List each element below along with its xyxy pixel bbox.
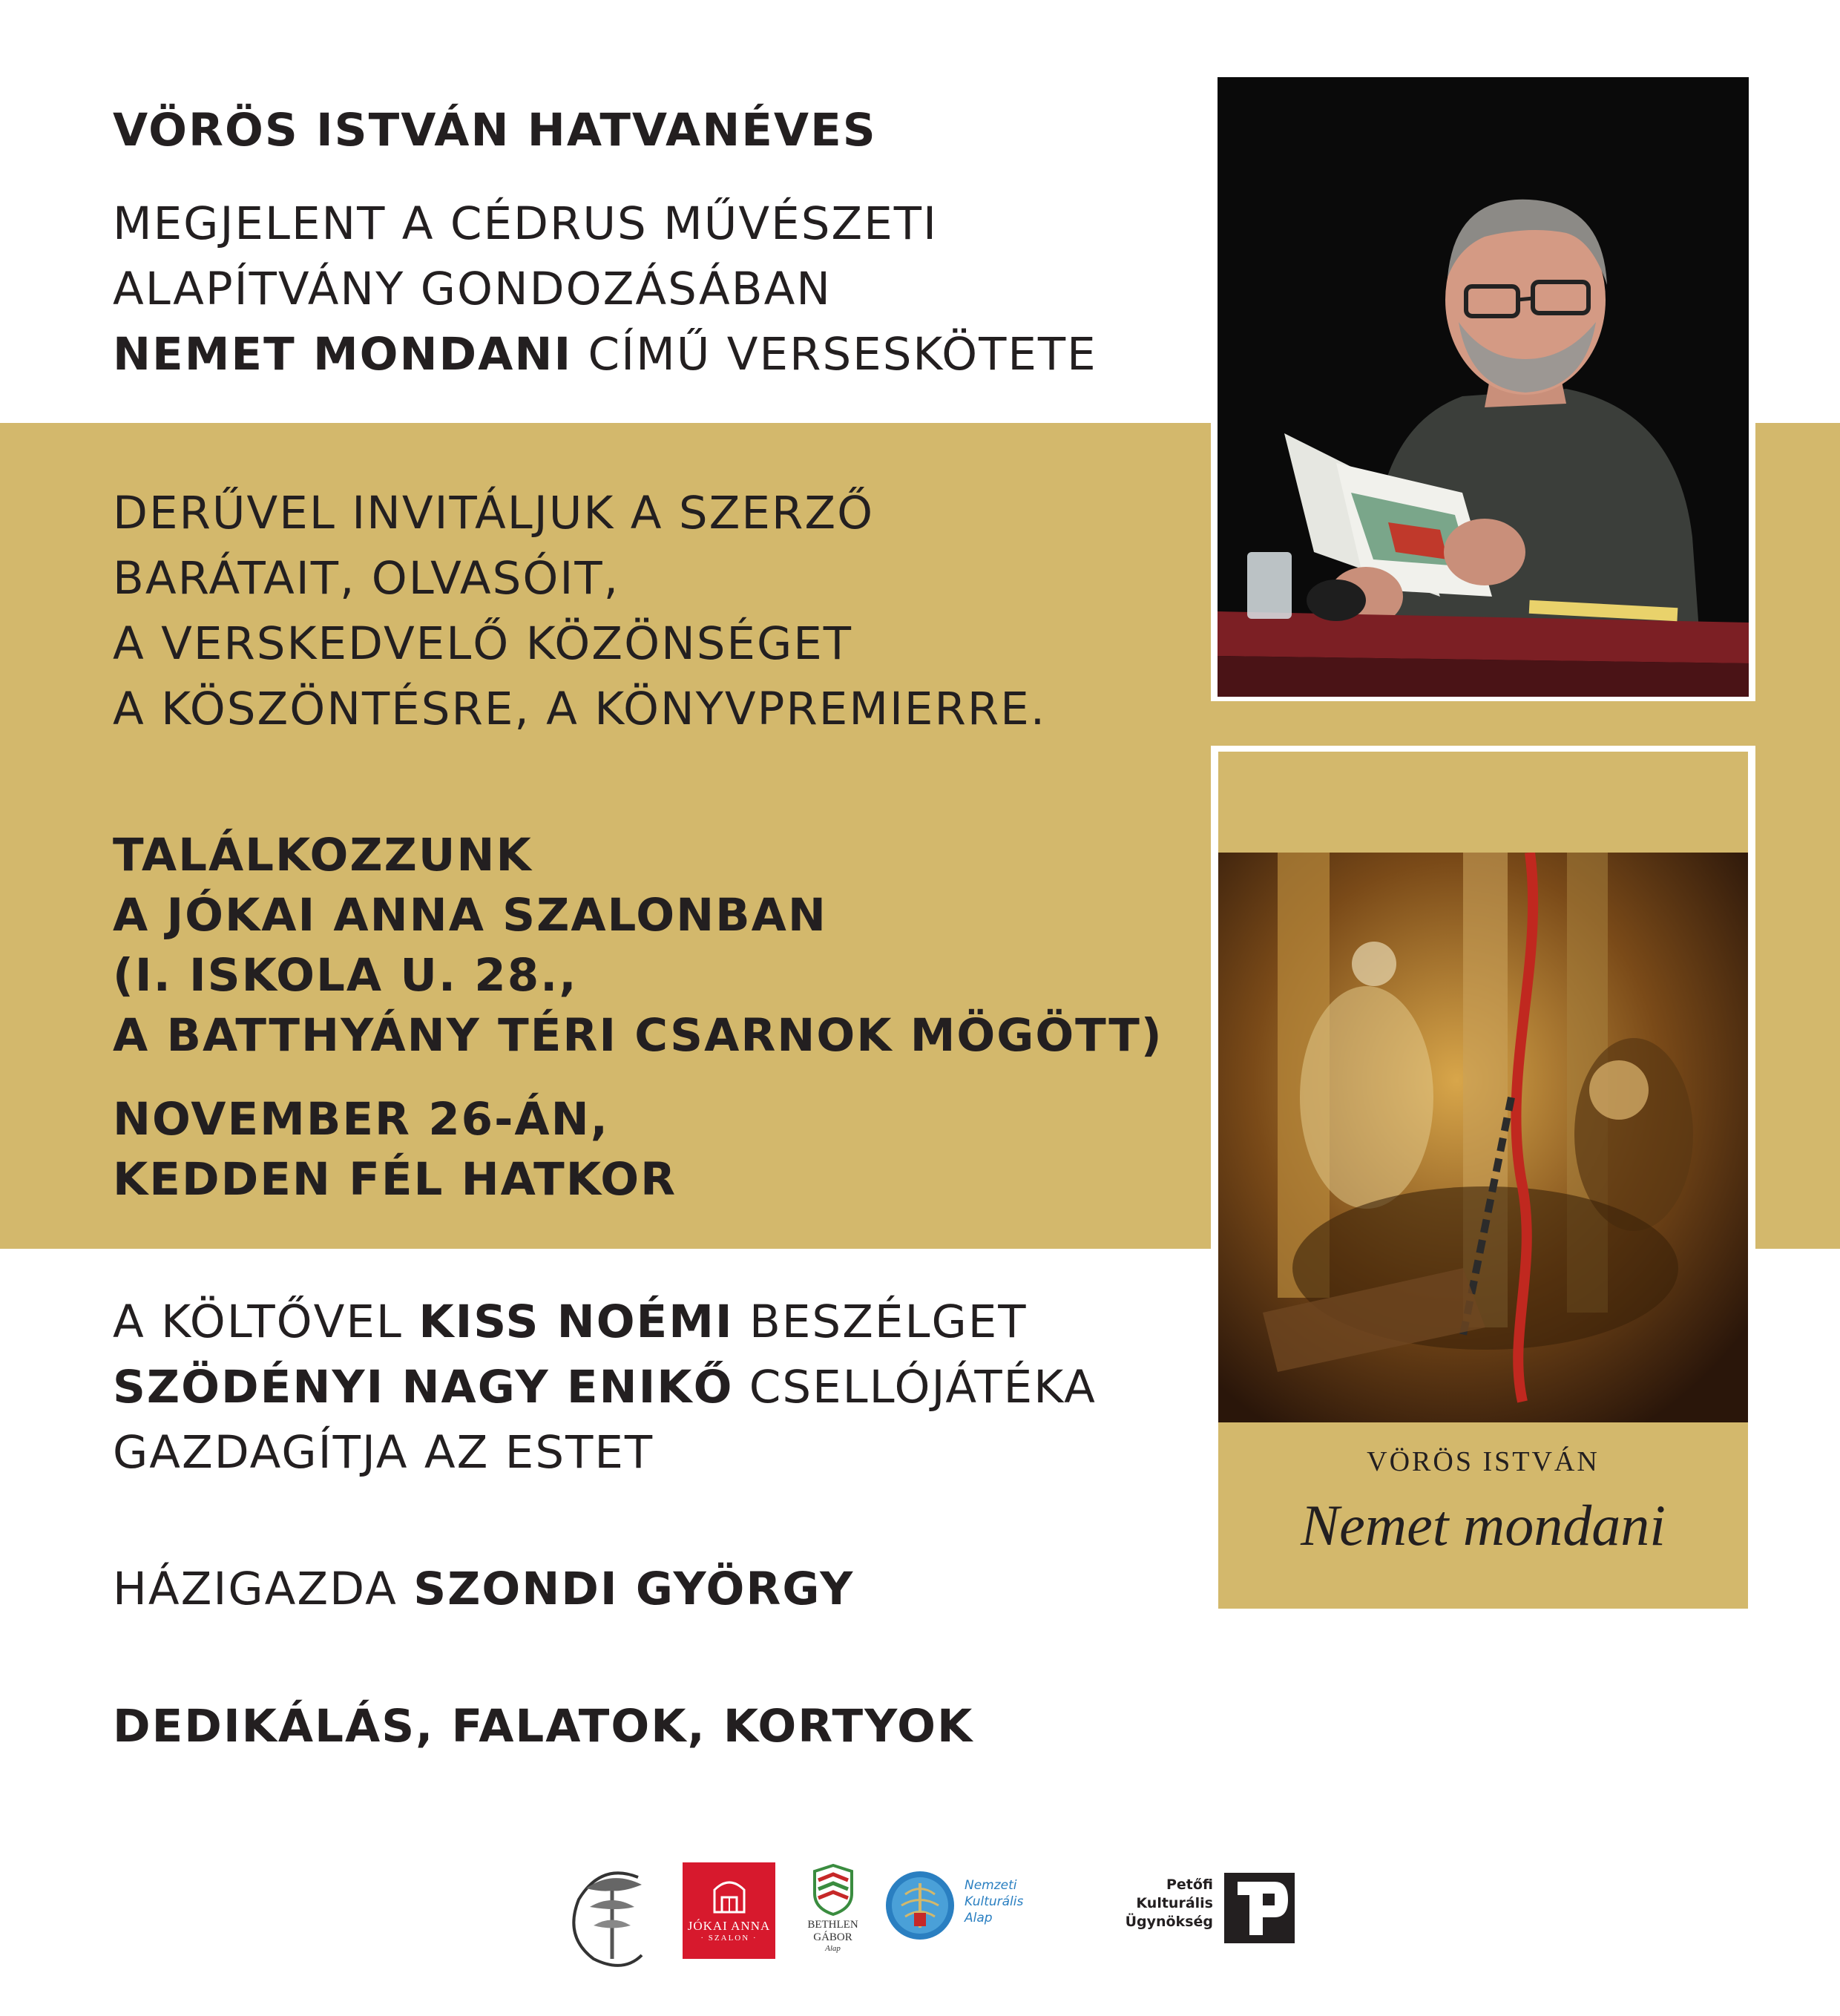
- bethlen-shield-icon: [811, 1864, 855, 1916]
- jokai-anna-logo: [683, 1862, 775, 1959]
- venue-line: A BATTHYÁNY TÉRI CSARNOK MÖGÖTT): [113, 1009, 1163, 1062]
- date-line-1: NOVEMBER 26-ÁN,: [113, 1093, 609, 1146]
- invitation-line: A KÖSZÖNTÉSRE, A KÖNYVPREMIERRE.: [113, 683, 1047, 735]
- program-text-part: BESZÉLGET: [733, 1296, 1028, 1348]
- bethlen-logo-text: BETHLEN GÁBOR: [807, 1919, 858, 1943]
- jokai-logo-subtext: · SZALON ·: [700, 1934, 758, 1943]
- nka-text-line: Nemzeti: [965, 1878, 1017, 1893]
- invitation-line: DERŰVEL INVITÁLJUK A SZERZŐ: [113, 487, 875, 539]
- host-text: [113, 1557, 854, 1622]
- book-author: VÖRÖS ISTVÁN: [1367, 1446, 1600, 1477]
- sponsor-logos: [556, 1855, 1298, 1974]
- book-cover: [1218, 752, 1748, 1609]
- book-title: Nemet mondani: [1301, 1493, 1666, 1557]
- author-reading-illustration: [1218, 77, 1749, 697]
- painting-illustration: [1218, 853, 1748, 1422]
- pku-text-line: Petőfi: [1166, 1877, 1213, 1893]
- date-line-2: KEDDEN FÉL HATKOR: [113, 1153, 677, 1206]
- program-text-part: CSELLÓJÁTÉKA: [733, 1361, 1097, 1414]
- bethlen-logo-subtext: Alap: [825, 1944, 841, 1953]
- nka-emblem-icon: [883, 1868, 957, 1943]
- book-title-rest: CÍMŰ VERSESKÖTETE: [572, 328, 1097, 381]
- pku-emblem-icon: [1224, 1873, 1295, 1943]
- venue-line: TALÁLKOZZUNK: [113, 829, 533, 881]
- cover-painting: [1218, 853, 1748, 1422]
- moderator-name: KISS NOÉMI: [418, 1296, 734, 1348]
- program-text: [113, 1290, 1097, 1485]
- program-text-part: A KÖLTŐVEL: [113, 1296, 419, 1348]
- publication-intro: [113, 191, 1097, 387]
- book-title-bold: NEMET MONDANI: [113, 328, 573, 381]
- footer-line: DEDIKÁLÁS, FALATOK, KORTYOK: [113, 1700, 974, 1753]
- pku-text-line: Kulturális: [1136, 1895, 1213, 1911]
- invitation-line: BARÁTAIT, OLVASÓIT,: [113, 552, 620, 605]
- nka-logo: [883, 1868, 1054, 1957]
- date-text: [113, 1089, 677, 1209]
- nka-logo-text: [965, 1877, 1023, 1926]
- venue-text: [113, 825, 1163, 1066]
- program-line-1: [113, 1290, 1097, 1355]
- cedrus-tree-icon: [556, 1855, 668, 1974]
- event-header: [113, 98, 877, 163]
- nka-text-line: Alap: [965, 1911, 993, 1925]
- author-photo: [1218, 77, 1749, 697]
- bethlen-gabor-logo: [794, 1864, 872, 1960]
- host-line: [113, 1557, 854, 1622]
- cedrus-logo: [556, 1855, 668, 1977]
- venue-line: (I. ISKOLA U. 28.,: [113, 949, 578, 1002]
- intro-line-2: ALAPÍTVÁNY GONDOZÁSÁBAN: [113, 263, 832, 315]
- pku-logo-text: [1083, 1876, 1213, 1931]
- pku-text-line: Ügynökség: [1125, 1914, 1213, 1930]
- pku-logo: [1083, 1876, 1298, 1957]
- host-label: HÁZIGAZDA: [113, 1563, 414, 1615]
- invitation-text: [113, 481, 1046, 742]
- program-line-2: [113, 1355, 1097, 1420]
- nka-text-line: Kulturális: [965, 1894, 1024, 1909]
- intro-line-1: MEGJELENT A CÉDRUS MŰVÉSZETI: [113, 197, 939, 250]
- jokai-logo-text: JÓKAI ANNA: [687, 1919, 771, 1933]
- jokai-building-icon: [707, 1871, 752, 1916]
- host-name: SZONDI GYÖRGY: [413, 1563, 855, 1615]
- footer-text: [113, 1694, 973, 1759]
- invitation-line: A VERSKEDVELŐ KÖZÖNSÉGET: [113, 617, 853, 670]
- program-line-3: GAZDAGÍTJA AZ ESTET: [113, 1426, 654, 1479]
- intro-line-3: [113, 322, 1097, 387]
- venue-line: A JÓKAI ANNA SZALONBAN: [113, 889, 827, 942]
- event-title: VÖRÖS ISTVÁN HATVANÉVES: [113, 104, 877, 157]
- cellist-name: SZÖDÉNYI NAGY ENIKŐ: [113, 1361, 734, 1414]
